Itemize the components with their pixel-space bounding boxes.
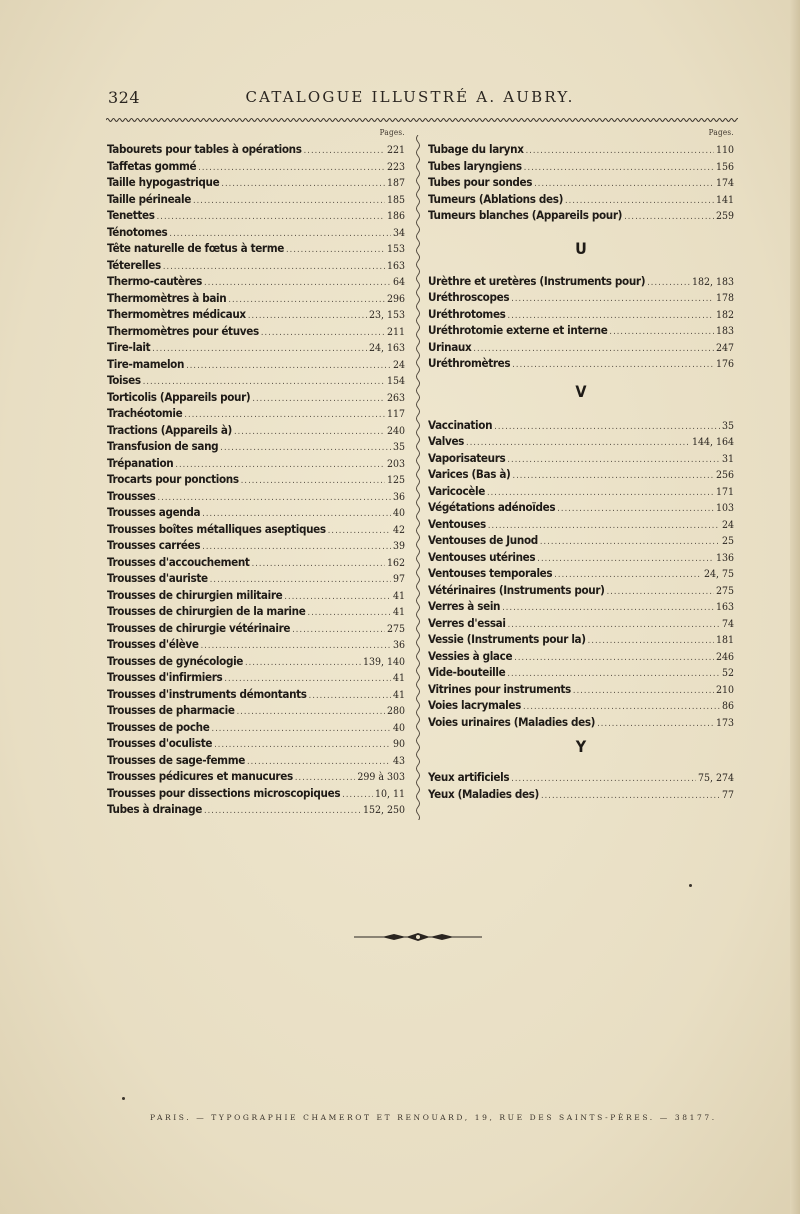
index-entry (428, 714, 734, 731)
entry-pages: 34 (392, 226, 405, 239)
dot-leader (252, 556, 385, 573)
index-entry (428, 483, 734, 500)
entry-pages: 75, 274 (697, 772, 734, 784)
entry-term: Trousses d'élève (107, 637, 199, 651)
entry-list-u (428, 273, 734, 372)
entry-pages: 163 (715, 601, 734, 613)
entry-pages: 174 (715, 177, 734, 189)
entry-pages: 103 (715, 502, 734, 514)
entry-pages: 275 (715, 584, 734, 597)
page-number: 324 (108, 88, 141, 107)
entry-term: Urèthre et uretères (Instruments pour) (428, 273, 646, 288)
entry-term: Trousses d'accouchement (107, 554, 250, 569)
entry-term: Trachéotomie (107, 406, 183, 420)
entry-term: Thermo-cautères (107, 274, 203, 288)
entry-pages: 182 (715, 308, 734, 321)
entry-term: Vétérinaires (Instruments pour) (428, 582, 605, 597)
entry-term: Vaccination (428, 417, 493, 432)
entry-pages: 221 (386, 144, 405, 156)
index-entry (107, 603, 405, 620)
dot-leader (204, 275, 391, 292)
dot-leader (557, 501, 714, 518)
index-entry (428, 582, 734, 599)
index-column-right (428, 128, 734, 802)
dot-leader (307, 605, 391, 622)
dot-leader (514, 650, 714, 667)
dot-leader (211, 721, 391, 738)
index-entry (107, 719, 405, 736)
entry-pages: 275 (386, 622, 405, 635)
entry-term: Trocarts pour ponctions (107, 472, 239, 486)
entry-pages: 259 (715, 210, 734, 222)
index-entry (428, 158, 734, 175)
entry-pages: 41 (392, 672, 405, 684)
index-entry (107, 207, 405, 224)
entry-term: Torticolis (Appareils pour) (107, 389, 251, 404)
index-entry (428, 417, 734, 434)
index-entry (107, 471, 405, 488)
entry-term: Urinaux (428, 339, 472, 354)
entry-pages: 163 (386, 259, 405, 272)
entry-term: Trousses carrées (107, 538, 201, 552)
dot-leader (647, 275, 690, 292)
entry-term: Varices (Bas à) (428, 467, 511, 481)
dot-leader (228, 292, 385, 309)
printer-imprint: PARIS. — TYPOGRAPHIE CHAMEROT ET RENOUARD, 19, RUE DES SAINTS-PÈRES. — 38177. (150, 1113, 717, 1122)
entry-pages: 41 (392, 606, 405, 618)
dot-leader (607, 584, 714, 601)
section-letter-u: U (575, 238, 587, 258)
index-entry (107, 405, 405, 422)
index-entry (107, 389, 405, 406)
index-entry (428, 191, 734, 208)
entry-pages: 41 (392, 589, 405, 602)
entry-pages: 52 (721, 667, 734, 679)
index-entry (428, 549, 734, 566)
entry-pages: 144, 164 (691, 436, 734, 448)
pages-heading-left: Pages. (379, 128, 405, 137)
index-entry (428, 565, 734, 582)
entry-term: Uréthrotomes (428, 306, 506, 321)
entry-pages: 178 (715, 292, 734, 304)
index-entry (107, 653, 405, 670)
index-entry (107, 323, 405, 340)
entry-term: Yeux (Maladies des) (428, 786, 539, 801)
entry-term: Trousses de pharmacie (107, 703, 235, 717)
entry-term: Valves (428, 434, 465, 448)
dot-leader (511, 291, 714, 308)
entry-term: Trousses boîtes métalliques aseptiques (107, 521, 326, 536)
entry-pages: 280 (386, 705, 405, 717)
entry-term: Voies urinaires (Maladies des) (428, 714, 596, 729)
index-entry (107, 240, 405, 257)
entry-term: Tubage du larynx (428, 142, 524, 156)
entry-term: Vaporisateurs (428, 450, 506, 465)
section-letter-y: Y (575, 737, 587, 756)
dot-leader (507, 452, 720, 469)
index-entry (428, 769, 734, 786)
dot-leader (286, 242, 385, 259)
dot-leader (198, 160, 385, 177)
entry-term: Trousses d'oculiste (107, 736, 213, 750)
index-entry (428, 141, 734, 158)
index-entry (107, 554, 405, 571)
entry-term: Tire-mamelon (107, 356, 185, 371)
section-letter-v: V (575, 381, 587, 401)
entry-term: Trousses de chirurgien de la marine (107, 604, 306, 618)
entry-list-left (107, 141, 405, 818)
index-entry (107, 158, 405, 175)
entry-term: Ténotomes (107, 224, 168, 239)
dot-leader (220, 440, 391, 457)
entry-pages: 24 (721, 518, 734, 531)
dot-leader (237, 704, 385, 721)
dot-leader (309, 688, 391, 705)
entry-pages: 153 (386, 243, 405, 255)
entry-term: Toises (107, 373, 141, 387)
entry-term: Thermomètres pour étuves (107, 323, 259, 338)
entry-pages: 77 (721, 788, 734, 801)
entry-pages: 182, 183 (691, 275, 734, 288)
dot-leader (526, 143, 714, 160)
dot-leader (328, 523, 391, 540)
entry-term: Transfusion de sang (107, 439, 219, 453)
entry-pages: 154 (386, 375, 405, 387)
index-entry (428, 433, 734, 450)
entry-term: Ventouses temporales (428, 566, 553, 580)
entry-term: Tire-lait (107, 340, 151, 354)
entry-term: Trousses de chirurgien militaire (107, 587, 283, 602)
index-entry (107, 735, 405, 752)
entry-pages: 223 (386, 160, 405, 173)
entry-pages: 24 (392, 358, 405, 371)
entry-term: Thermomètres médicaux (107, 307, 246, 321)
entry-term: Trousses (107, 488, 156, 503)
index-entry (428, 648, 734, 665)
dot-leader (204, 803, 361, 820)
running-title: CATALOGUE ILLUSTRÉ A. AUBRY. (245, 88, 575, 106)
entry-pages: 296 (386, 292, 405, 305)
dot-leader (494, 419, 720, 436)
dot-leader (624, 209, 714, 226)
index-entry (428, 289, 734, 306)
entry-term: Vide-bouteille (428, 665, 506, 679)
entry-pages: 263 (386, 391, 405, 404)
index-entry (107, 669, 405, 686)
entry-term: Taffetas gommé (107, 158, 197, 173)
entry-pages: 246 (715, 650, 734, 663)
entry-term: Taille hypogastrique (107, 175, 220, 189)
index-entry (428, 322, 734, 339)
index-entry (428, 339, 734, 356)
entry-pages: 181 (715, 634, 734, 646)
entry-term: Verres à sein (428, 599, 501, 613)
entry-term: Tubes à drainage (107, 802, 202, 816)
entry-pages: 110 (715, 144, 734, 156)
entry-term: Ventouses de Junod (428, 533, 538, 547)
index-entry (428, 532, 734, 549)
index-entry (428, 450, 734, 467)
index-entry (428, 615, 734, 632)
entry-pages: 23, 153 (368, 309, 405, 321)
index-entry (107, 438, 405, 455)
entry-pages: 40 (392, 721, 405, 734)
entry-pages: 86 (721, 700, 734, 712)
entry-term: Trousses de sage-femme (107, 752, 245, 767)
dot-leader (588, 633, 714, 650)
header-wavy-rule (106, 115, 738, 125)
entry-term: Trépanation (107, 455, 174, 470)
entry-term: Trousses d'auriste (107, 571, 208, 585)
dot-leader (609, 324, 714, 341)
page-edge (790, 0, 800, 1214)
index-entry (107, 273, 405, 290)
dot-leader (252, 391, 385, 408)
dot-leader (152, 341, 367, 358)
entry-term: Trousses pour dissections microscopiques (107, 785, 341, 800)
entry-pages: 10, 11 (374, 787, 405, 800)
entry-term: Ventouses utérines (428, 549, 536, 564)
index-entry (428, 273, 734, 290)
index-entry (428, 174, 734, 191)
entry-term: Thermomètres à bain (107, 290, 227, 305)
index-entry (107, 504, 405, 521)
index-entry (428, 466, 734, 483)
entry-pages: 64 (392, 276, 405, 288)
entry-pages: 162 (386, 556, 405, 569)
index-entry (107, 257, 405, 274)
entry-pages: 256 (715, 469, 734, 481)
entry-pages: 42 (392, 523, 405, 536)
index-entry (107, 191, 405, 208)
entry-pages: 185 (386, 193, 405, 206)
entry-pages: 125 (386, 474, 405, 486)
entry-pages: 176 (715, 358, 734, 370)
index-entry (428, 207, 734, 224)
dot-leader (241, 473, 385, 490)
index-entry (107, 587, 405, 604)
entry-pages: 171 (715, 485, 734, 498)
paper-speck (122, 1097, 125, 1100)
dot-leader (512, 468, 714, 485)
index-entry (428, 499, 734, 516)
entry-pages: 97 (392, 573, 405, 585)
entry-pages: 240 (386, 424, 405, 437)
index-entry (107, 702, 405, 719)
index-entry (428, 697, 734, 714)
dot-leader (541, 788, 720, 805)
entry-pages: 25 (721, 535, 734, 547)
dot-leader (304, 143, 385, 160)
entry-pages: 41 (392, 688, 405, 701)
dot-leader (342, 787, 373, 804)
index-entry (107, 455, 405, 472)
index-entry (107, 356, 405, 373)
dot-leader (540, 534, 720, 551)
entry-term: Trousses pédicures et manucures (107, 769, 293, 783)
entry-pages: 90 (392, 738, 405, 750)
index-column-left (107, 128, 405, 818)
index-entry (107, 686, 405, 703)
index-entry (107, 785, 405, 802)
entry-pages: 136 (715, 551, 734, 564)
index-entry (107, 752, 405, 769)
index-entry (107, 537, 405, 554)
entry-term: Trousses de gynécologie (107, 653, 244, 668)
pages-heading-right: Pages. (708, 128, 734, 137)
entry-pages: 173 (715, 716, 734, 729)
entry-term: Ventouses (428, 516, 486, 531)
entry-term: Trousses agenda (107, 505, 201, 519)
entry-pages: 35 (721, 419, 734, 432)
index-entry (428, 355, 734, 372)
entry-term: Uréthroscopes (428, 290, 510, 304)
index-entry (107, 521, 405, 538)
dot-leader (193, 193, 385, 210)
entry-pages: 139, 140 (362, 655, 405, 668)
index-entry (107, 174, 405, 191)
index-entry (107, 636, 405, 653)
index-entry (107, 372, 405, 389)
entry-term: Trousses d'instruments démontants (107, 686, 307, 701)
entry-pages: 39 (392, 540, 405, 552)
entry-pages: 186 (386, 210, 405, 222)
entry-term: Trousses de chirurgie vétérinaire (107, 620, 291, 635)
entry-pages: 43 (392, 754, 405, 767)
dot-leader (537, 551, 714, 568)
entry-pages: 156 (715, 160, 734, 173)
dot-leader (573, 683, 714, 700)
entry-term: Végétations adénoïdes (428, 500, 556, 514)
entry-term: Tumeurs blanches (Appareils pour) (428, 208, 623, 222)
dot-leader (261, 325, 385, 342)
entry-list-v (428, 417, 734, 731)
entry-term: Tubes laryngiens (428, 158, 522, 173)
entry-term: Tumeurs (Ablations des) (428, 191, 564, 206)
entry-pages: 187 (386, 177, 405, 189)
entry-term: Taille périneale (107, 191, 191, 206)
index-entry (107, 224, 405, 241)
entry-term: Varicocèle (428, 483, 485, 498)
index-entry (107, 339, 405, 356)
dot-leader (292, 622, 385, 639)
entry-term: Trousses de poche (107, 719, 210, 734)
index-entry (107, 141, 405, 158)
dot-leader (524, 160, 714, 177)
entry-term: Téterelles (107, 257, 161, 272)
entry-pages: 247 (715, 341, 734, 354)
entry-term: Yeux artificiels (428, 770, 510, 784)
entry-list-y (428, 769, 734, 802)
entry-pages: 210 (715, 683, 734, 696)
index-entry (107, 488, 405, 505)
index-entry (107, 768, 405, 785)
dot-leader (234, 424, 385, 441)
entry-pages: 36 (392, 490, 405, 503)
entry-pages: 40 (392, 507, 405, 519)
dot-leader (512, 357, 714, 374)
index-entry (428, 664, 734, 681)
index-entry (107, 801, 405, 818)
end-ornament (354, 930, 482, 944)
dot-leader (245, 655, 361, 672)
dot-leader (186, 358, 391, 375)
entry-pages: 152, 250 (362, 804, 405, 816)
entry-term: Uréthrotomie externe et interne (428, 323, 608, 337)
entry-pages: 117 (386, 408, 405, 420)
column-divider (415, 135, 421, 820)
entry-term: Uréthromètres (428, 356, 511, 370)
index-entry (428, 306, 734, 323)
index-entry (428, 516, 734, 533)
index-entry (428, 786, 734, 803)
entry-term: Vessie (Instruments pour la) (428, 632, 586, 646)
entry-term: Trousses d'infirmiers (107, 670, 223, 684)
entry-term: Tubes pour sondes (428, 175, 533, 189)
entry-term: Vitrines pour instruments (428, 681, 571, 696)
dot-leader (248, 308, 367, 325)
entry-pages: 35 (392, 441, 405, 453)
index-entry (107, 620, 405, 637)
entry-pages: 183 (715, 325, 734, 337)
entry-pages: 211 (386, 325, 405, 338)
index-entry (107, 422, 405, 439)
entry-pages: 74 (721, 617, 734, 630)
entry-term: Tenettes (107, 208, 155, 222)
index-entry (428, 598, 734, 615)
entry-pages: 31 (721, 452, 734, 465)
paper-speck (689, 884, 692, 887)
entry-pages: 24, 163 (368, 342, 405, 354)
index-entry (107, 290, 405, 307)
dot-leader (157, 209, 385, 226)
entry-pages: 299 à 303 (357, 771, 405, 783)
index-entry (107, 570, 405, 587)
index-entry (428, 681, 734, 698)
entry-term: Tête naturelle de fœtus à terme (107, 241, 284, 255)
index-entry (107, 306, 405, 323)
index-entry (428, 631, 734, 648)
entry-pages: 141 (715, 193, 734, 206)
entry-list-t (428, 141, 734, 224)
dot-leader (502, 600, 714, 617)
entry-term: Tractions (Appareils à) (107, 422, 232, 437)
page-header (108, 88, 712, 110)
dot-leader (221, 176, 385, 193)
entry-pages: 24, 75 (703, 568, 734, 580)
entry-term: Voies lacrymales (428, 698, 521, 712)
entry-pages: 203 (386, 457, 405, 470)
entry-term: Verres d'essai (428, 615, 506, 630)
entry-term: Vessies à glace (428, 648, 513, 663)
entry-pages: 36 (392, 639, 405, 651)
entry-term: Tabourets pour tables à opérations (107, 142, 302, 156)
dot-leader (597, 716, 714, 733)
